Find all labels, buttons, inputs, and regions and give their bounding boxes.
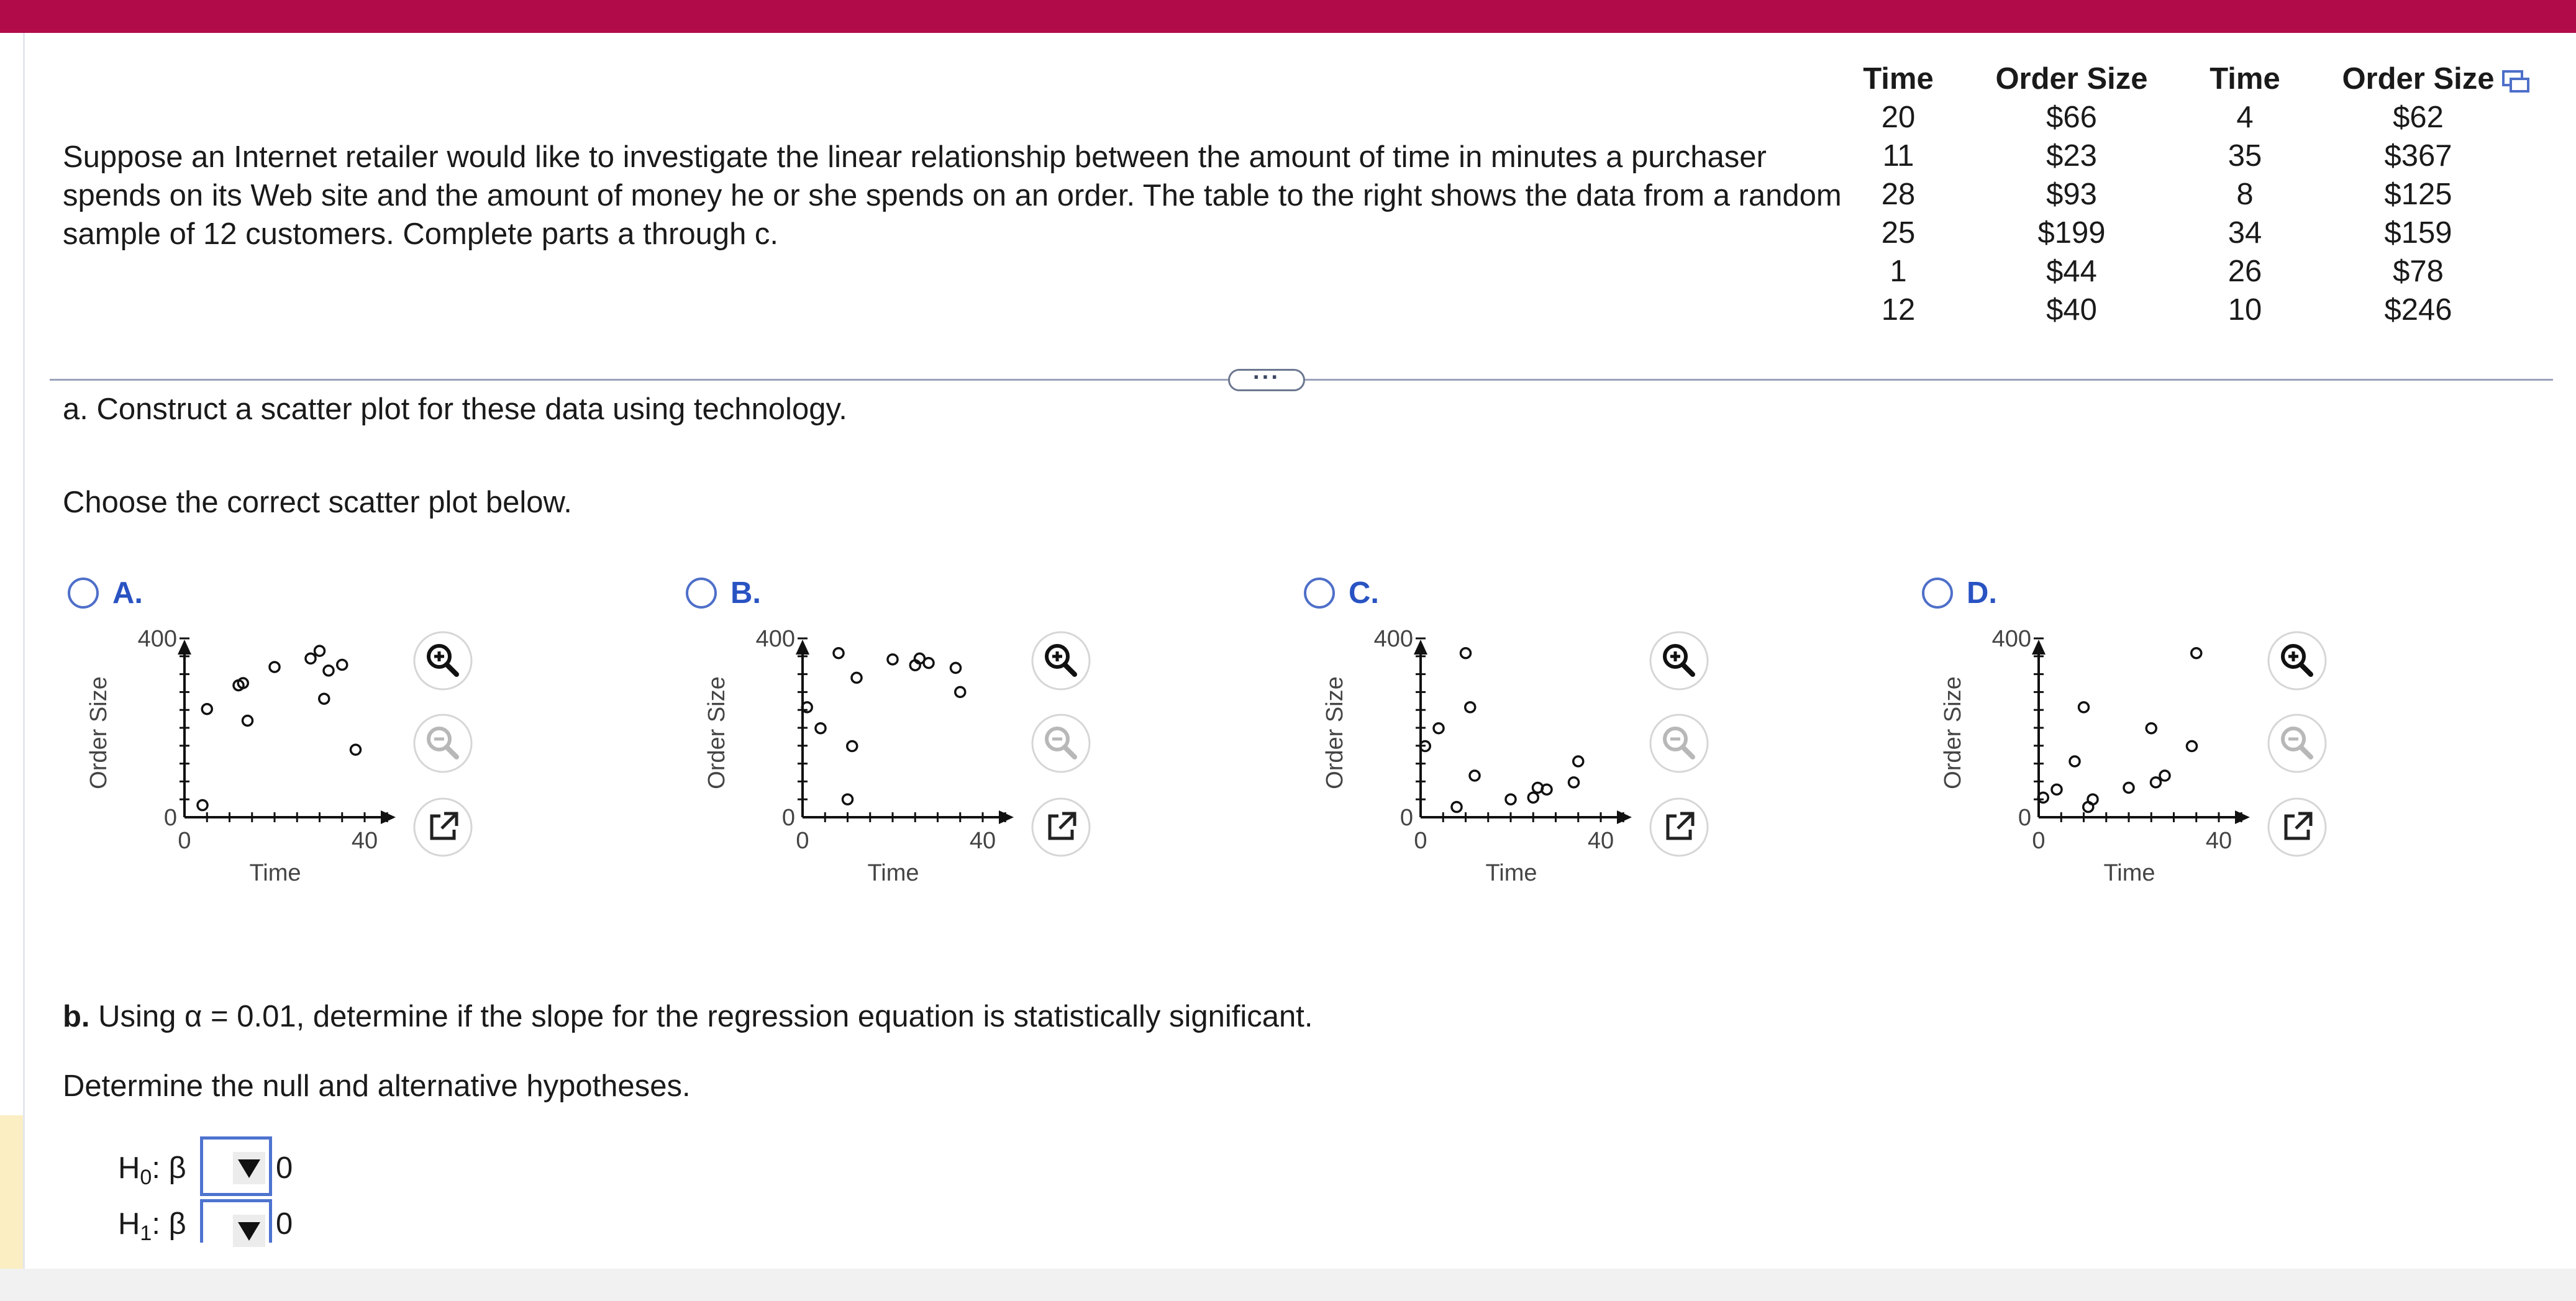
data-point <box>843 794 853 804</box>
open-new-window-icon[interactable] <box>1029 795 1093 859</box>
null-hypothesis-value: 0 <box>276 1151 293 1185</box>
radio-button[interactable] <box>1304 578 1335 609</box>
x-axis-label: Time <box>1485 860 1537 886</box>
x-axis-arrow <box>381 810 396 824</box>
y-axis-label: Order Size <box>1940 676 1966 789</box>
x-tick-label: 40 <box>969 828 996 854</box>
expand-button[interactable]: ··· <box>1228 369 1305 391</box>
x-axis-arrow <box>999 810 1014 824</box>
data-point <box>2191 648 2201 658</box>
alternative-hypothesis-value: 0 <box>276 1207 293 1241</box>
x-axis-label: Time <box>249 860 301 886</box>
option-b[interactable] <box>681 578 1116 950</box>
zoom-out-icon[interactable] <box>1647 711 1711 776</box>
table-row <box>1842 291 2535 329</box>
problem-prompt: Suppose an Internet retailer would like to investigate the linear relationship between the amount of time in minutes a purchaser spends on its Web site and the amount of money he or she spends on an order. The table to the right shows the data from a random sample of 12 customers. Complete parts a through c. <box>63 140 1842 251</box>
table-row <box>1842 214 2535 252</box>
data-point <box>270 662 280 672</box>
scatter-plot <box>1917 615 2265 938</box>
radio-button[interactable] <box>68 578 99 609</box>
data-point <box>834 648 844 658</box>
x-tick-label: 0 <box>796 828 809 854</box>
data-point <box>315 646 325 656</box>
option-c[interactable] <box>1299 578 1734 950</box>
copy-table-icon[interactable] <box>2502 70 2529 94</box>
table-cell: $23 <box>2046 139 2097 173</box>
x-axis-arrow <box>1617 810 1632 824</box>
data-point <box>1452 802 1462 812</box>
data-point <box>2088 794 2098 804</box>
data-point <box>1470 771 1480 781</box>
option-d[interactable] <box>1917 578 2352 950</box>
y-axis-label: Order Size <box>704 676 730 789</box>
table-cell: 12 <box>1881 293 1916 327</box>
data-point <box>198 800 207 810</box>
table-cell: $44 <box>2046 255 2097 288</box>
data-point <box>2052 784 2062 794</box>
data-point <box>1569 777 1579 787</box>
data-point <box>1465 702 1475 712</box>
option-letter: A. <box>112 576 143 610</box>
data-point <box>337 660 347 669</box>
y-axis-arrow <box>2032 640 2046 655</box>
scatter-plot <box>63 615 411 938</box>
table-header: Order Size <box>1995 62 2148 96</box>
zoom-in-icon[interactable] <box>411 628 475 693</box>
table-cell: $159 <box>2384 216 2452 250</box>
data-point <box>319 694 329 704</box>
y-axis-label: Order Size <box>1322 676 1348 789</box>
y-axis-arrow <box>796 640 809 655</box>
scatter-plot <box>681 615 1029 938</box>
table-cell: $40 <box>2046 293 2097 327</box>
part-a-instruction: a. Construct a scatter plot for these data using technology. <box>63 392 847 426</box>
y-tick-label: 0 <box>2018 805 2031 831</box>
y-axis-label: Order Size <box>86 676 112 789</box>
y-tick-label: 400 <box>1373 626 1413 652</box>
table-header: Order Size <box>2342 62 2495 96</box>
data-point <box>2070 756 2080 766</box>
data-point <box>2079 702 2089 712</box>
dropdown-arrow-icon <box>233 1215 265 1247</box>
x-tick-label: 0 <box>178 828 191 854</box>
table-cell: 20 <box>1881 101 1916 134</box>
data-point <box>847 741 857 751</box>
table-row <box>1842 98 2535 137</box>
table-cell: $62 <box>2393 101 2444 134</box>
y-axis-arrow <box>1414 640 1427 655</box>
null-hypothesis-label: $H_0$: β <box>118 1151 186 1189</box>
dropdown-arrow-icon <box>233 1152 265 1184</box>
table-header: Time <box>1863 62 1934 96</box>
open-new-window-icon[interactable] <box>2265 795 2329 859</box>
table-cell: $199 <box>2037 216 2106 250</box>
data-point <box>2151 777 2161 787</box>
data-point <box>2124 782 2134 792</box>
x-tick-label: 40 <box>1587 828 1614 854</box>
data-point <box>1461 648 1471 658</box>
data-point <box>306 653 316 663</box>
data-point <box>202 704 212 714</box>
table-cell: 10 <box>2228 293 2262 327</box>
y-tick-label: 0 <box>163 805 177 831</box>
open-new-window-icon[interactable] <box>411 795 475 859</box>
zoom-out-icon[interactable] <box>2265 711 2329 776</box>
hypotheses-instruction: Determine the null and alternative hypotheses. <box>63 1069 691 1103</box>
data-point <box>955 687 965 697</box>
zoom-in-icon[interactable] <box>2265 628 2329 693</box>
table-cell: $125 <box>2384 178 2452 211</box>
alternative-hypothesis-label: $H_1$: β <box>118 1207 186 1245</box>
footer-bar <box>0 1269 2576 1301</box>
data-point <box>924 658 934 668</box>
table-cell: 8 <box>2236 178 2254 211</box>
table-cell: 28 <box>1881 178 1916 211</box>
data-point <box>2187 741 2197 751</box>
data-point <box>888 655 898 664</box>
table-cell: 4 <box>2236 101 2254 134</box>
data-point <box>324 666 334 676</box>
x-axis-label: Time <box>867 860 919 886</box>
data-point <box>1434 723 1444 733</box>
alternative-hypothesis-select[interactable] <box>200 1199 272 1243</box>
data-point <box>351 745 361 755</box>
table-row <box>1842 175 2535 214</box>
x-tick-label: 40 <box>351 828 378 854</box>
table-cell: $78 <box>2393 255 2444 288</box>
x-tick-label: 40 <box>2205 828 2232 854</box>
x-axis-label: Time <box>2103 860 2155 886</box>
zoom-in-icon[interactable] <box>1029 628 1093 693</box>
data-table <box>1842 60 2535 329</box>
data-point <box>852 673 862 682</box>
zoom-out-icon[interactable] <box>411 711 475 776</box>
y-axis-arrow <box>178 640 191 655</box>
table-cell: 26 <box>2228 255 2262 288</box>
data-point <box>816 723 826 733</box>
data-point <box>243 715 253 725</box>
choose-instruction: Choose the correct scatter plot below. <box>63 486 572 519</box>
table-cell: 11 <box>1882 139 1914 173</box>
zoom-in-icon[interactable] <box>1647 628 1711 693</box>
option-letter: B. <box>730 576 761 610</box>
table-row <box>1842 252 2535 291</box>
data-point <box>1528 792 1538 802</box>
part-b-instruction: b. Using α = 0.01, determine if the slope for the regression equation is statistically significant. <box>63 1000 1313 1033</box>
y-tick-label: 400 <box>1991 626 2031 652</box>
data-point <box>2146 723 2156 733</box>
data-point <box>951 663 961 673</box>
table-cell: 25 <box>1881 216 1916 250</box>
y-tick-label: 0 <box>781 805 795 831</box>
left-accent <box>0 1115 23 1269</box>
option-letter: D. <box>1967 576 1997 610</box>
scatter-plot <box>1299 615 1647 938</box>
radio-button[interactable] <box>1922 578 1953 609</box>
table-row <box>1842 137 2535 175</box>
data-point <box>1573 756 1583 766</box>
null-hypothesis-select[interactable] <box>200 1136 272 1196</box>
table-cell: 1 <box>1890 255 1907 288</box>
table-header: Time <box>2210 62 2280 96</box>
option-letter: C. <box>1349 576 1379 610</box>
data-point <box>2160 771 2170 781</box>
table-cell: $246 <box>2384 293 2452 327</box>
table-cell: 35 <box>2228 139 2262 173</box>
y-tick-label: 0 <box>1400 805 1413 831</box>
zoom-out-icon[interactable] <box>1029 711 1093 776</box>
table-cell: $93 <box>2046 178 2097 211</box>
left-border <box>23 33 25 1269</box>
x-tick-label: 0 <box>1414 828 1427 854</box>
open-new-window-icon[interactable] <box>1647 795 1711 859</box>
option-a[interactable] <box>63 578 498 950</box>
radio-button[interactable] <box>686 578 717 609</box>
data-point <box>1506 794 1516 804</box>
table-cell: $367 <box>2384 139 2452 173</box>
y-tick-label: 400 <box>137 626 177 652</box>
table-cell: $66 <box>2046 101 2097 134</box>
table-cell: 34 <box>2228 216 2262 250</box>
x-tick-label: 0 <box>2032 828 2046 854</box>
x-axis-arrow <box>2235 810 2250 824</box>
y-tick-label: 400 <box>755 626 795 652</box>
header-bar <box>0 0 2576 33</box>
